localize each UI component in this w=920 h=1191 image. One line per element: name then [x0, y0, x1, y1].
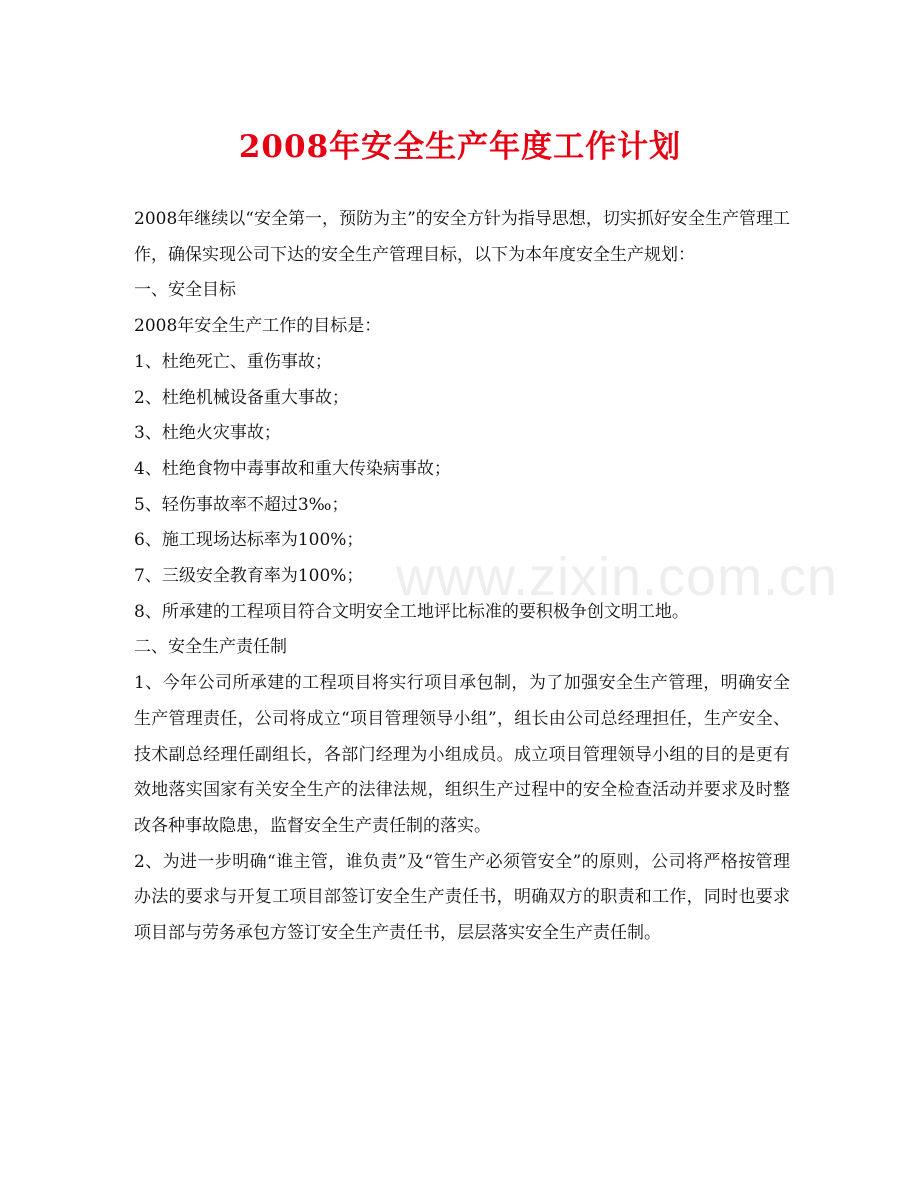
goal-item: 5、轻伤事故率不超过3‰； — [134, 494, 349, 515]
goal-item: 1、杜绝死亡、重伤事故； — [134, 351, 332, 372]
responsibility-paragraph: 1、今年公司所承建的工程项目将实行项目承包制，为了加强安全生产管理，明确安全生产管理责任，公司将成立“项目管理领导小组”，组长由公司总经理担任，生产安全、技术副总经理任副组长，各部门经理为小组成员。成立项目管理领导小组的目的是更有效地落实国家有关安全生产的法律法规，组织生产过程中的安全检查活动并要求及时整改各种事故隐患，监督安全生产责任制的落实。 — [134, 673, 790, 836]
section-heading-responsibility: 二、安全生产责任制 — [134, 637, 287, 658]
goal-item: 4、杜绝食物中毒事故和重大传染病事故； — [134, 458, 451, 479]
goal-item: 2、杜绝机械设备重大事故； — [134, 387, 349, 408]
section-heading-safety-goals: 一、安全目标 — [134, 280, 236, 301]
goal-item: 7、三级安全教育率为100%； — [134, 566, 364, 587]
intro-paragraph: 2008年继续以“安全第一，预防为主”的安全方针为指导思想，切实抓好安全生产管理工作，确保实现公司下达的安全生产管理目标，以下为本年度安全生产规划： — [134, 209, 790, 265]
goal-item: 3、杜绝火灾事故； — [134, 423, 281, 444]
watermark: www.zixin.com.cn — [396, 547, 839, 607]
goal-item: 8、所承建的工程项目符合文明安全工地评比标准的要积极争创文明工地。 — [134, 601, 689, 622]
goal-item: 6、施工现场达标率为100%； — [134, 530, 364, 551]
document-title: 2008年安全生产年度工作计划 — [238, 129, 682, 165]
responsibility-paragraph: 2、为进一步明确“谁主管，谁负责”及“管生产必须管安全”的原则，公司将严格按管理办法的要求与开复工项目部签订安全生产责任书，明确双方的职责和工作，同时也要求项目部与劳务承包方签订安全生产责任书，层层落实安全生产责任制。 — [134, 851, 790, 944]
goals-intro: 2008年安全生产工作的目标是： — [134, 316, 382, 337]
